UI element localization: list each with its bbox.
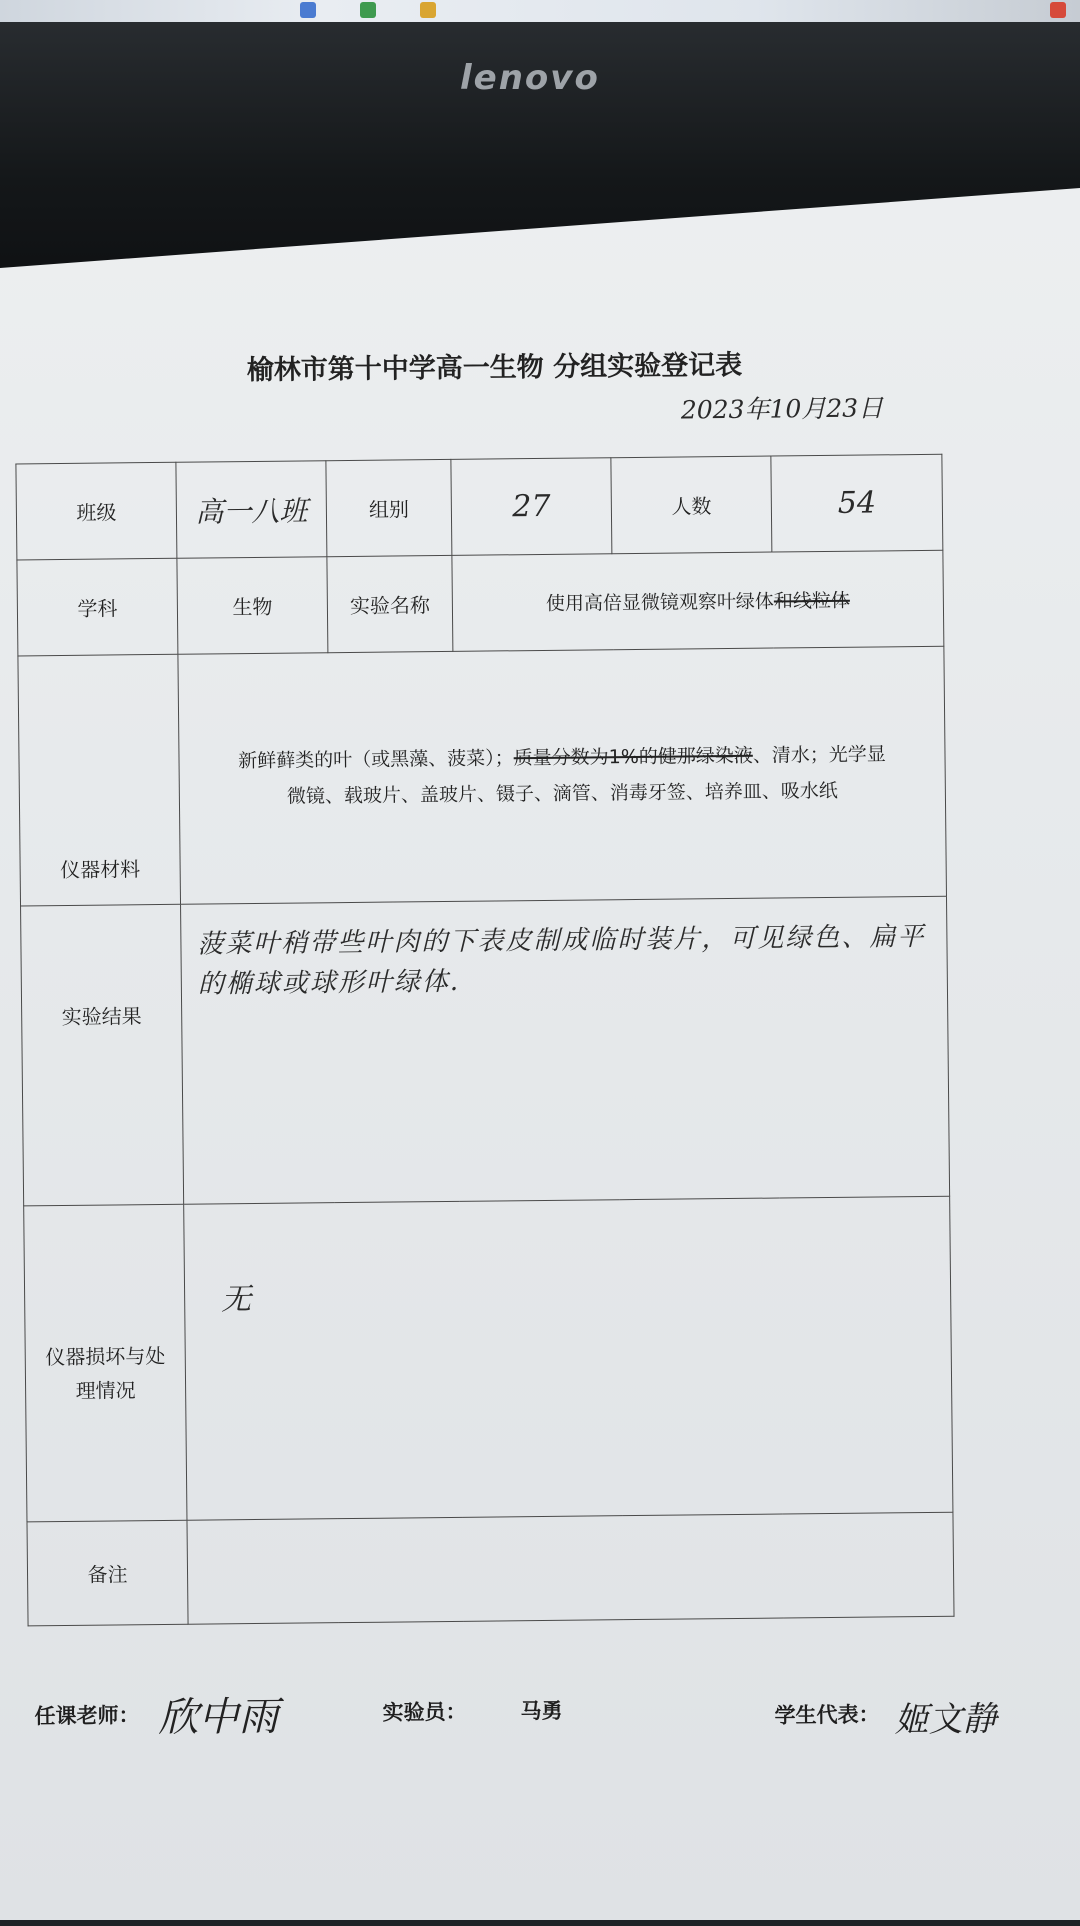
experiment-value	[452, 550, 944, 651]
teacher-signature: 欣中雨	[158, 1693, 279, 1742]
damage-label	[24, 1204, 187, 1522]
group-label: 组别	[326, 459, 452, 556]
materials-struck: 质量分数为1%的健那绿染液	[513, 744, 753, 769]
experiment-name: 使用高倍显微镜观察叶绿体	[545, 590, 775, 615]
damage-label-line: 理情况	[75, 1377, 136, 1403]
student-rep-signature: 姬文静	[894, 1699, 997, 1741]
student-rep-label: 学生代表：	[774, 1702, 880, 1728]
result-value	[181, 896, 950, 1204]
result-label: 实验结果	[21, 904, 184, 1206]
lab-assistant-label: 实验员：	[382, 1699, 467, 1725]
table-row	[21, 896, 950, 1206]
class-value: 高一八班	[176, 461, 327, 559]
table-row	[24, 1196, 953, 1522]
subject-label: 学科	[17, 558, 178, 656]
table-row	[16, 454, 943, 560]
lab-assistant-value: 马勇	[520, 1698, 563, 1724]
subject-value: 生物	[177, 557, 328, 655]
form-table	[15, 454, 954, 1627]
experiment-name-struck: 和线粒体	[773, 589, 851, 613]
form-date: 2023年10月23日	[680, 393, 884, 425]
table-row	[27, 1512, 954, 1626]
experiment-label: 实验名称	[327, 555, 453, 652]
teacher-label: 任课老师：	[34, 1703, 140, 1729]
remarks-label: 备注	[27, 1520, 188, 1626]
materials-text: 、清水；光学显	[752, 742, 886, 767]
remarks-value	[187, 1512, 954, 1624]
count-label: 人数	[611, 456, 772, 554]
table-row	[18, 646, 947, 906]
count-value: 54	[771, 454, 943, 552]
damage-label-line: 仪器损坏与处	[45, 1343, 166, 1369]
group-value: 27	[451, 458, 612, 556]
materials-text: 新鲜藓类的叶（或黑藻、菠菜）；	[238, 746, 514, 772]
damage-value: 无	[184, 1196, 953, 1520]
result-line: 的椭球或球形叶绿体.	[197, 966, 461, 1000]
form-title: 榆林市第十中学高一生物 分组实验登记表	[246, 349, 743, 387]
result-line: 菠菜叶稍带些叶肉的下表皮制成临时装片，可见绿色、扁平	[197, 921, 926, 960]
materials-text: 微镜、载玻片、盖玻片、镊子、滴管、消毒牙签、培养皿、吸水纸	[286, 779, 838, 808]
table-row	[17, 550, 944, 656]
materials-label: 仪器材料	[18, 654, 181, 906]
class-label: 班级	[16, 462, 177, 560]
materials-value	[178, 646, 947, 904]
monitor-brand-logo: lenovo	[460, 58, 600, 98]
